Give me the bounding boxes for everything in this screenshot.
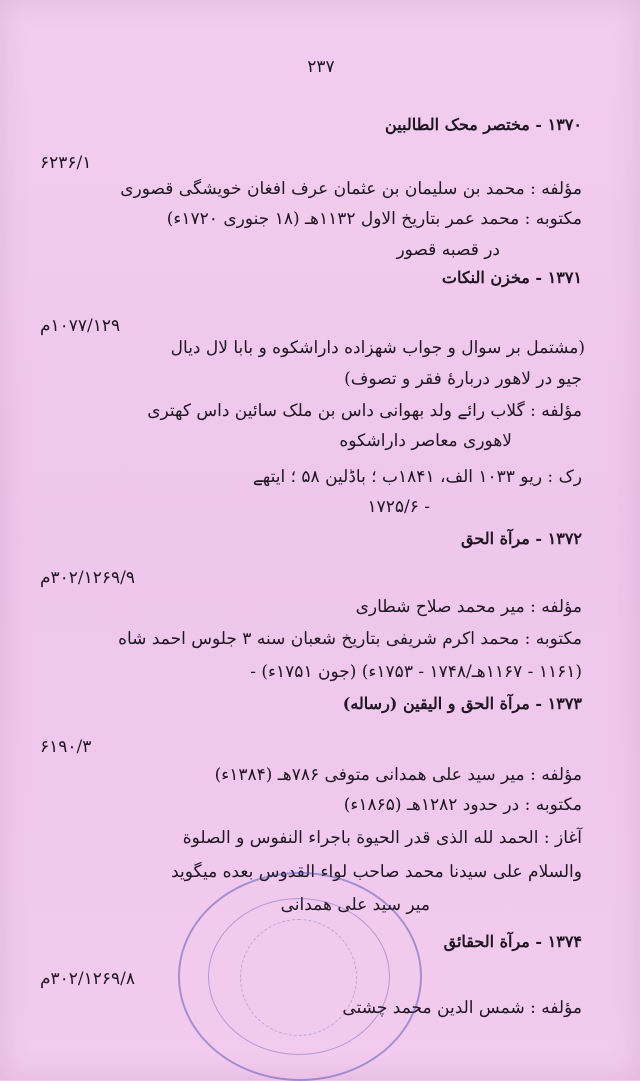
seal-center-ring [240, 919, 357, 1036]
entry-heading: ۱۳۷۲ - مرآة الحق [461, 529, 582, 548]
entry-heading: ۱۳۷۴ - مرآة الحقائق [443, 932, 582, 951]
author-line: مؤلفه : میر محمد صلاح شطاری [355, 597, 582, 617]
page-number: ۲۳۷ [307, 57, 335, 77]
author-line: مؤلفه : محمد بن سلیمان بن عثمان عرف افغان خویشگی قصوری [120, 179, 582, 199]
shelf-mark: ۶۱۹۰/۳ [40, 737, 92, 757]
author-line: مؤلفه : گلاب رائے ولد بهوانی داس بن ملک سائین داس کهتری [147, 401, 582, 421]
entry-heading: ۱۳۷۱ - مخزن النکات [441, 268, 582, 287]
scribe-line: مکتوبه : محمد عمر بتاریخ الاول ۱۱۳۲هـ (۱۸ جنوری ۱۷۲۰ء) [166, 209, 582, 229]
incipit-line: آغاز : الحمد لله الذی قدر الحیوة باجراء النفوس و الصلوة [182, 828, 582, 848]
incipit-line: والسلام علی سیدنا محمد صاحب لواء القدوس بعده میگوید [171, 862, 582, 882]
description-line: جیو در لاهور دربارهٔ فقر و تصوف) [344, 369, 582, 389]
shelf-mark: ۳۰۲/۱۲۶۹/۸م [40, 969, 136, 989]
shelf-mark: ۱۰۷۷/۱۲۹م [40, 316, 121, 336]
place-line: در قصبه قصور [396, 240, 500, 260]
shelf-mark: ۳۰۲/۱۲۶۹/۹م [40, 568, 136, 588]
incipit-line: میر سید علی همدانی [280, 895, 430, 915]
author-line: مؤلفه : شمس الدین محمد چشتی [342, 998, 582, 1018]
shelf-mark: ۶۲۳۶/۱ [40, 153, 92, 173]
scribe-line: مکتوبه : در حدود ۱۲۸۲هـ (۱۸۶۵ء) [343, 795, 582, 815]
date-line: (۱۱۶۱ - ۱۱۶۷هـ/۱۷۴۸ - ۱۷۵۳ء) (جون ۱۷۵۱ء) - [250, 662, 582, 682]
author-line: مؤلفه : میر سید علی همدانی متوفی ۷۸۶هـ (۱۳۸۴ء) [214, 765, 582, 785]
library-seal-stamp [178, 872, 422, 1081]
author-line: لاهوری معاصر داراشکوه [339, 431, 512, 451]
entry-heading: ۱۳۷۳ - مرآة الحق و الیقین (رساله) [342, 694, 582, 713]
entry-heading: ۱۳۷۰ - مختصر محک الطالبین [385, 115, 582, 134]
scribe-line: مکتوبه : محمد اکرم شریفی بتاریخ شعبان سنه ۳ جلوس احمد شاه [118, 629, 582, 649]
description-line: (مشتمل بر سوال و جواب شهزاده داراشکوه و بابا لال دیال [170, 338, 585, 358]
reference-line: ۱۷۲۵/۶ - [367, 497, 430, 517]
reference-line: رک : ریو ۱۰۳۳ الف، ۱۸۴۱ب ؛ باڈلین ۵۸ ؛ ایتھے [252, 467, 582, 487]
